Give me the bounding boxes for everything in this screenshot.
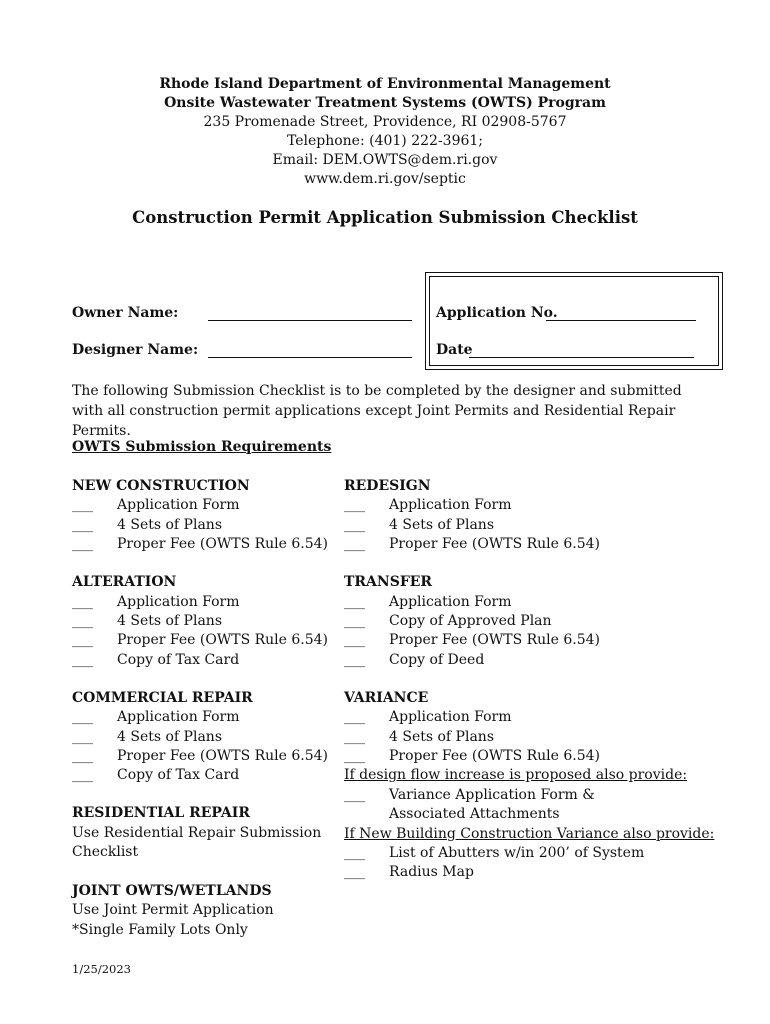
check-blank[interactable]: ___ bbox=[344, 516, 365, 533]
section-title-commercial-repair: COMMERCIAL REPAIR bbox=[72, 689, 253, 706]
checklist-item[interactable]: ___ Application Form bbox=[72, 593, 342, 612]
check-blank[interactable]: ___ bbox=[344, 632, 365, 649]
check-blank[interactable]: ___ bbox=[72, 497, 93, 514]
check-blank[interactable]: ___ bbox=[344, 728, 365, 745]
check-blank[interactable]: ___ bbox=[72, 632, 93, 649]
checklist-item[interactable]: ___ Radius Map bbox=[344, 863, 714, 882]
checklist-item-continued: Associated Attachments bbox=[389, 806, 560, 823]
checklist-item[interactable]: ___ List of Abutters w/in 200’ of System bbox=[344, 844, 714, 863]
check-blank[interactable]: ___ bbox=[344, 593, 365, 610]
checklist-item[interactable]: ___ Copy of Approved Plan bbox=[344, 612, 714, 631]
checklist-item[interactable]: ___ Proper Fee (OWTS Rule 6.54) bbox=[344, 747, 714, 766]
check-blank[interactable]: ___ bbox=[344, 844, 365, 861]
check-blank[interactable]: ___ bbox=[344, 497, 365, 514]
application-no-field[interactable] bbox=[546, 320, 696, 321]
check-blank[interactable]: ___ bbox=[344, 786, 365, 803]
checklist-item[interactable]: ___ Variance Application Form & bbox=[344, 786, 714, 805]
designer-name-field[interactable] bbox=[208, 357, 412, 358]
page-title: Construction Permit Application Submission Checklist bbox=[132, 208, 638, 227]
program-name: Onsite Wastewater Treatment Systems (OWTS) Program bbox=[164, 95, 606, 111]
checklist-item[interactable]: ___ Copy of Tax Card bbox=[72, 766, 342, 785]
address: 235 Promenade Street, Providence, RI 02908-5767 bbox=[203, 114, 567, 130]
joint-line: *Single Family Lots Only bbox=[72, 921, 248, 938]
check-blank[interactable]: ___ bbox=[72, 651, 93, 668]
checklist-item[interactable]: ___ Application Form bbox=[344, 708, 714, 727]
check-blank[interactable]: ___ bbox=[72, 728, 93, 745]
checklist-item[interactable]: ___ Proper Fee (OWTS Rule 6.54) bbox=[72, 535, 342, 554]
checklist-item[interactable]: ___ Application Form bbox=[344, 593, 714, 612]
checklist-item[interactable]: ___ 4 Sets of Plans bbox=[344, 728, 714, 747]
section-title-variance: VARIANCE bbox=[344, 689, 429, 706]
joint-line: Use Joint Permit Application bbox=[72, 902, 274, 919]
requirements-heading: OWTS Submission Requirements bbox=[72, 439, 332, 455]
section-title-transfer: TRANSFER bbox=[344, 574, 433, 591]
residential-repair-line: Checklist bbox=[72, 844, 139, 861]
section-title-joint: JOINT OWTS/WETLANDS bbox=[72, 882, 272, 899]
footer-date: 1/25/2023 bbox=[72, 962, 131, 976]
check-blank[interactable]: ___ bbox=[344, 709, 365, 726]
phone: Telephone: (401) 222-3961; bbox=[286, 133, 484, 149]
check-blank[interactable]: ___ bbox=[72, 593, 93, 610]
intro-paragraph: The following Submission Checklist is to be completed by the designer and submitted with all construction permit applications except Joint Permits and Residential Repair Permits. bbox=[72, 383, 682, 439]
checklist-item[interactable]: ___ Proper Fee (OWTS Rule 6.54) bbox=[344, 631, 714, 650]
check-blank[interactable]: ___ bbox=[72, 612, 93, 629]
check-blank[interactable]: ___ bbox=[344, 651, 365, 668]
left-column bbox=[72, 477, 342, 940]
checklist-item[interactable]: ___ Proper Fee (OWTS Rule 6.54) bbox=[72, 747, 342, 766]
check-blank[interactable]: ___ bbox=[72, 747, 93, 764]
residential-repair-line: Use Residential Repair Submission bbox=[72, 824, 322, 841]
checklist-item[interactable]: ___ Copy of Tax Card bbox=[72, 651, 342, 670]
building-variance-note: If New Building Construction Variance also provide: bbox=[344, 825, 715, 842]
check-blank[interactable]: ___ bbox=[72, 767, 93, 784]
checklist-item[interactable]: ___ Application Form bbox=[344, 496, 714, 515]
right-column bbox=[344, 477, 714, 883]
owner-name-label: Owner Name: bbox=[72, 305, 179, 321]
application-no-label: Application No. bbox=[436, 305, 558, 321]
check-blank[interactable]: ___ bbox=[344, 864, 365, 881]
website: www.dem.ri.gov/septic bbox=[304, 171, 466, 187]
section-title-redesign: REDESIGN bbox=[344, 478, 431, 494]
check-blank[interactable]: ___ bbox=[72, 536, 93, 553]
check-blank[interactable]: ___ bbox=[344, 612, 365, 629]
check-blank[interactable]: ___ bbox=[72, 516, 93, 533]
designer-name-label: Designer Name: bbox=[72, 342, 199, 358]
owner-name-field[interactable] bbox=[208, 320, 412, 321]
section-title-alteration: ALTERATION bbox=[72, 574, 177, 591]
check-blank[interactable]: ___ bbox=[344, 536, 365, 553]
date-field[interactable] bbox=[469, 357, 694, 358]
email: Email: DEM.OWTS@dem.ri.gov bbox=[272, 152, 498, 168]
date-label: Date bbox=[436, 342, 473, 358]
checklist-item[interactable]: ___ Copy of Deed bbox=[344, 651, 714, 670]
checklist-item[interactable]: ___ 4 Sets of Plans bbox=[72, 612, 342, 631]
check-blank[interactable]: ___ bbox=[72, 709, 93, 726]
check-blank[interactable]: ___ bbox=[344, 747, 365, 764]
checklist-item[interactable]: ___ Application Form bbox=[72, 496, 342, 515]
section-title-new-construction: NEW CONSTRUCTION bbox=[72, 478, 250, 494]
checklist-item[interactable]: ___ 4 Sets of Plans bbox=[344, 516, 714, 535]
checklist-item[interactable]: ___ 4 Sets of Plans bbox=[72, 516, 342, 535]
checklist-item[interactable]: ___ Proper Fee (OWTS Rule 6.54) bbox=[72, 631, 342, 650]
flow-increase-note: If design flow increase is proposed also provide: bbox=[344, 767, 688, 784]
checklist-item[interactable]: ___ Application Form bbox=[72, 708, 342, 727]
org-name: Rhode Island Department of Environmental Management bbox=[159, 76, 611, 92]
section-title-residential-repair: RESIDENTIAL REPAIR bbox=[72, 805, 250, 822]
checklist-item[interactable]: ___ 4 Sets of Plans bbox=[72, 728, 342, 747]
checklist-item[interactable]: ___ Proper Fee (OWTS Rule 6.54) bbox=[344, 535, 714, 554]
